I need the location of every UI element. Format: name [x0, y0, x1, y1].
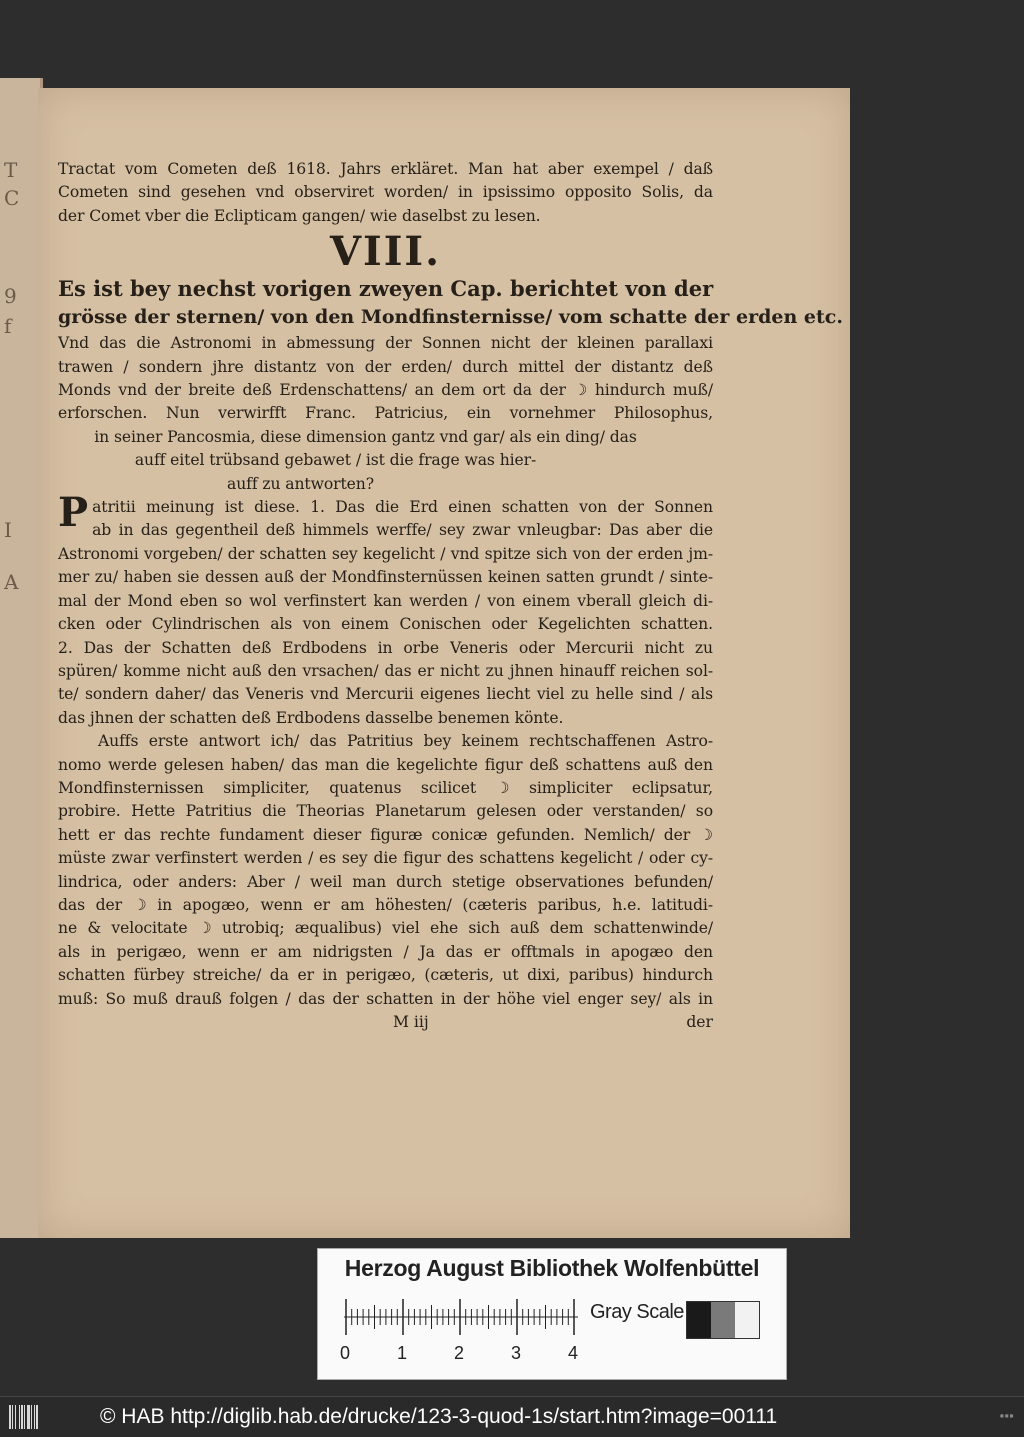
text-line: lindrica, oder anders: Aber / weil man durch stetige observationes befunden/	[58, 872, 713, 891]
color-target-card	[317, 1248, 787, 1380]
edge-glyph: C	[4, 186, 20, 210]
text-line: Auffs erste antwort ich/ das Patritius bey keinem rechtschaffenen Astro-	[98, 732, 713, 751]
ruler-number: 1	[397, 1343, 408, 1363]
text-line: schatten fürbey streiche/ da er in perigæo, (cæteris, ut dixi, paribus) hindurch	[58, 966, 713, 985]
text-line: atritii meinung ist diese. 1. Das die Erd einen schatten von der Sonnen	[92, 498, 713, 517]
caption-line: trawen / sondern jhre distantz von der erden/ durch mittel der distantz deß	[58, 357, 713, 376]
caption-bold-line: Es ist bey nechst vorigen zweyen Cap. berichtet von der	[58, 276, 714, 302]
book-page	[38, 88, 850, 1238]
ruler-number: 2	[454, 1343, 465, 1363]
catchword: der	[686, 1013, 713, 1031]
status-bar	[0, 1396, 1024, 1437]
text-line: hett er das rechte fundament dieser figuræ conicæ gefunden. Nemlich/ der ☽	[58, 825, 713, 844]
caption-line: in seiner Pancosmia, diese dimension gantz vnd gar/ als ein ding/ das	[94, 427, 637, 446]
ruler-number: 4	[568, 1343, 579, 1363]
caption-line: auff zu antworten?	[227, 474, 374, 493]
drop-cap: P	[58, 489, 89, 537]
text-line: probire. Hette Patritius die Theorias Planetarum gelesen oder verstanden/ so	[58, 802, 713, 821]
text-line: nomo werde gelesen haben/ das man die kegelichte figur deß schattens auß den	[58, 755, 713, 774]
text-line: muß: So muß drauß folgen / das der schatten in der höhe viel enger sey/ als in	[58, 989, 713, 1008]
text-line: das jhnen der schatten deß Erdbodens dasselbe benemen könte.	[58, 708, 564, 727]
text-line: mal der Mond eben so wol verfinstert kan werden / von einem vberall gleich di-	[58, 591, 713, 610]
grayscale-swatches	[686, 1301, 760, 1339]
text-line: Cometen sind gesehen vnd observiret worden/ in ipsissimo opposito Solis, da	[58, 183, 713, 202]
page-text	[58, 158, 843, 1034]
page-footer	[58, 1011, 713, 1034]
text-line: Tractat vom Cometen deß 1618. Jahrs erkläret. Man hat aber exempel / daß	[58, 160, 713, 178]
text-line: spüren/ komme nicht auß den vrsachen/ das er nicht zu jhnen hinauff reichen sol-	[58, 661, 713, 680]
edge-glyph: T	[4, 158, 18, 182]
edge-glyph: 9	[4, 284, 17, 308]
text-line: Astronomi vorgeben/ der schatten sey kegelicht / vnd spitze sich von der erden jm-	[58, 544, 713, 563]
barcode-icon	[8, 1404, 48, 1430]
corner-mark-icon: ▪▪▪	[999, 1411, 1014, 1420]
text-line: der Comet vber die Eclipticam gangen/ wie daselbst zu lesen.	[58, 206, 541, 225]
caption-bold-line: grösse der sternen/ von den Mondfinsternisse/ vom schatte der erden etc.	[58, 306, 843, 329]
edge-glyph: I	[4, 518, 12, 542]
caption-line: auff eitel trübsand gebawet / ist die frage was hier-	[134, 451, 537, 470]
grayscale-label: Gray Scale	[590, 1301, 684, 1323]
paragraph-2	[58, 730, 713, 1011]
gray-swatch	[735, 1302, 759, 1338]
paragraph-1	[58, 489, 713, 730]
ruler-number: 0	[340, 1343, 351, 1363]
text-line: ab in das gegentheil deß himmels werffe/ sey zwar vnleugbar: Das aber die	[92, 521, 713, 540]
previous-page-edge	[0, 78, 43, 1238]
copyright-url[interactable]: © HAB http://diglib.hab.de/drucke/123-3-quod-1s/start.htm?image=00111	[100, 1405, 778, 1428]
chapter-heading: VIII.	[329, 228, 442, 276]
text-line: 2. Das der Schatten deß Erdbodens in orbe Veneris oder Mercurii nicht zu	[58, 638, 713, 657]
scale-ruler	[344, 1297, 584, 1337]
text-line: mer zu/ haben sie dessen auß der Mondfinsternüssen keinen satten grundt / sinte-	[58, 568, 713, 587]
text-line: müste zwar verfinstert werden / es sey die figur des schattens kegelicht / oder cy-	[58, 849, 713, 868]
text-line: das der ☽ in apogæo, wenn er am höhesten/ (cæteris paribus, h.e. latitudi-	[58, 895, 713, 914]
caption-line: Monds vnd der breite deß Erdenschattens/ an dem ort da der ☽ hindurch muß/	[58, 381, 713, 400]
gray-swatch	[711, 1302, 735, 1338]
edge-glyph: f	[4, 314, 12, 338]
library-title: Herzog August Bibliothek Wolfenbüttel	[344, 1255, 760, 1281]
gray-swatch	[687, 1302, 711, 1338]
text-line: Mondfinsternissen simpliciter, quatenus scilicet ☽ simpliciter eclipsatur,	[58, 778, 713, 797]
edge-glyph: A	[4, 570, 19, 594]
text-line: ne & velocitate ☽ utrobiq; æqualibus) viel ehe sich auß dem schattenwinde/	[58, 919, 713, 938]
ruler-number: 3	[511, 1343, 522, 1363]
caption-line: erforschen. Nun verwirfft Franc. Patricius, ein vornehmer Philosophus,	[58, 404, 713, 423]
signature-mark: M iij	[393, 1013, 429, 1031]
text-line: te/ sondern daher/ das Veneris vnd Mercurii eigenes liecht viel zu helle sind / als	[58, 685, 713, 704]
text-line: cken oder Cylindrischen als von einem Conischen oder Kegelichten schatten.	[58, 615, 713, 634]
text-line: als in perigæo, wenn er am nidrigsten / Ja das er offtmals in apogæo den	[58, 942, 713, 961]
caption-line: Vnd das die Astronomi in abmessung der Sonnen nicht der kleinen parallaxi	[58, 334, 713, 353]
